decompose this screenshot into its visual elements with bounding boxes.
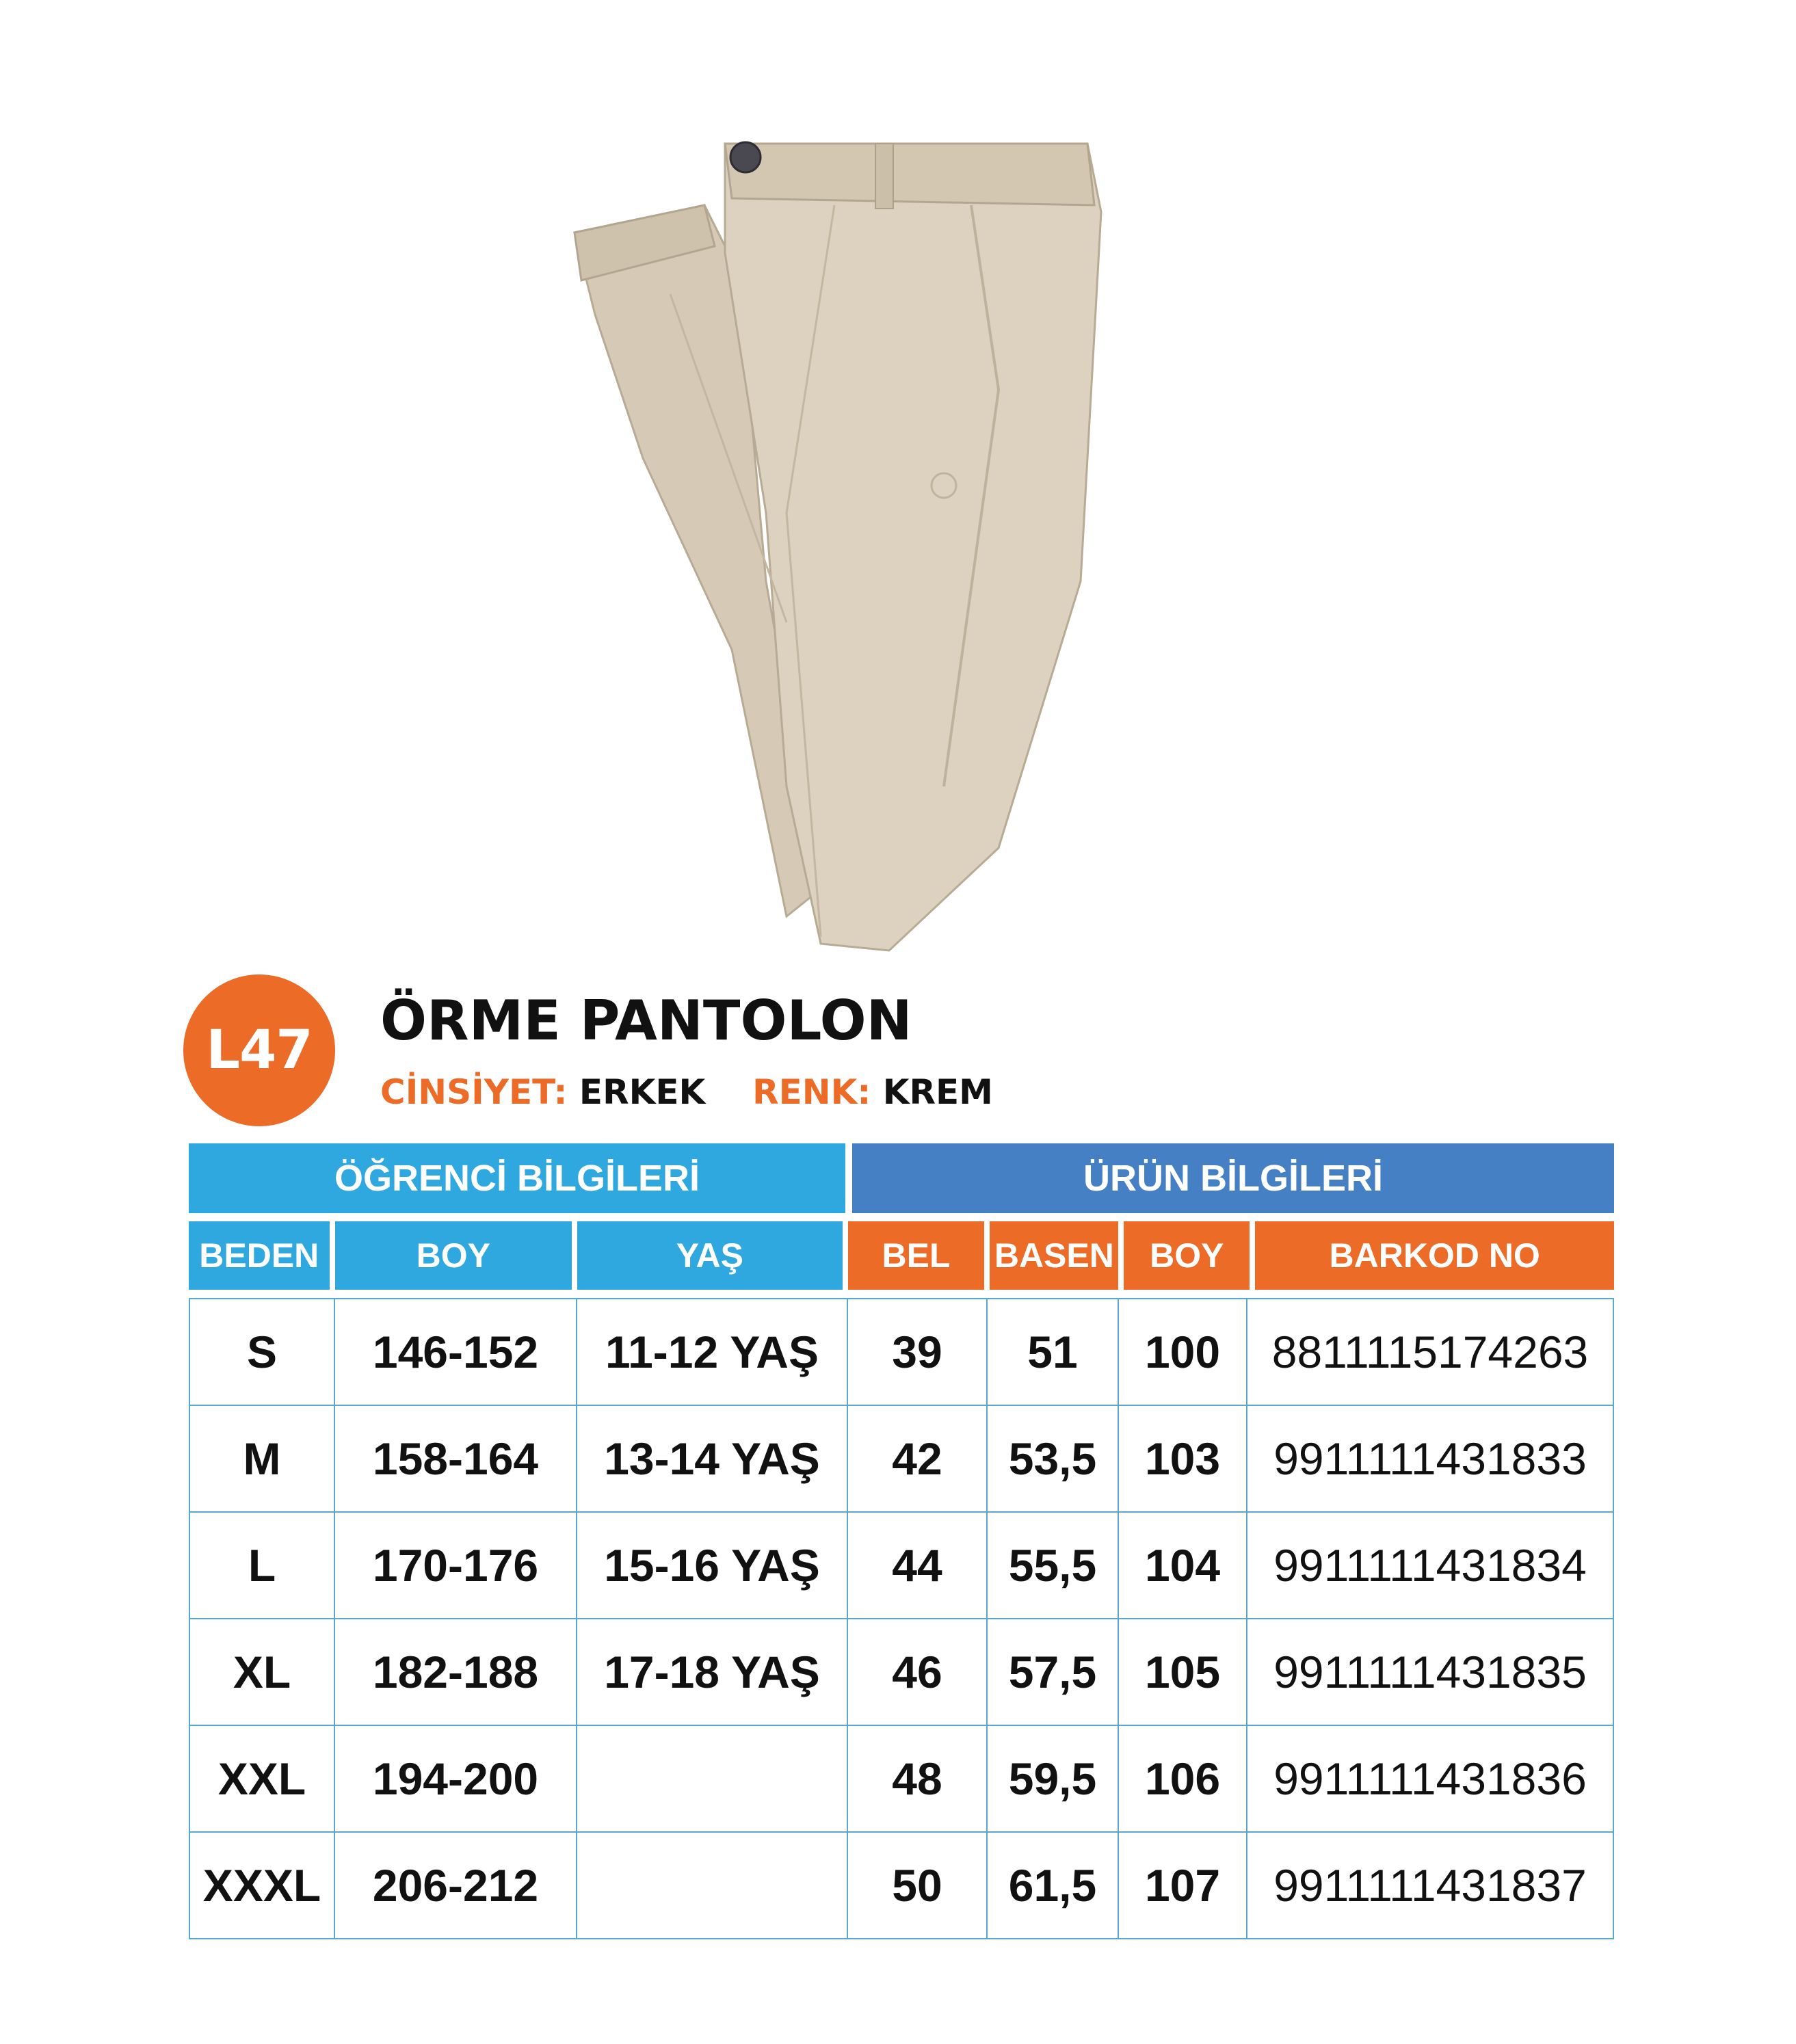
cell-length: 104 [1118,1513,1246,1618]
cell-hip: 51 [986,1299,1118,1405]
group-product-info: ÜRÜN BİLGİLERİ [852,1143,1614,1213]
color-value: KREM [882,1072,993,1112]
group-student-info: ÖĞRENCİ BİLGİLERİ [189,1143,845,1213]
table-row [190,1618,1613,1725]
cell-hip: 55,5 [986,1513,1118,1618]
cell-waist: 50 [847,1833,986,1938]
cell-height: 158-164 [334,1406,576,1511]
cell-hip: 57,5 [986,1619,1118,1725]
cell-waist: 48 [847,1726,986,1831]
cell-length: 103 [1118,1406,1246,1511]
header-hip: BASEN [990,1221,1118,1290]
cell-height: 194-200 [334,1726,576,1831]
header-waist: BEL [848,1221,985,1290]
table-row [190,1299,1613,1405]
header-length: BOY [1124,1221,1250,1290]
cell-barcode: 9911111431834 [1246,1513,1613,1618]
trousers-image [561,103,1231,964]
gender-value: ERKEK [579,1072,706,1112]
table-header [189,1221,1614,1290]
gender-label: CİNSİYET: [380,1072,568,1112]
cell-waist: 42 [847,1406,986,1511]
product-title: ÖRME PANTOLON [380,989,912,1052]
table-row [190,1405,1613,1511]
cell-age [576,1726,847,1831]
table-body [189,1298,1614,1939]
cell-length: 106 [1118,1726,1246,1831]
table-group-header [189,1143,1614,1213]
cell-length: 105 [1118,1619,1246,1725]
cell-age [576,1833,847,1938]
color-label: RENK: [752,1072,871,1112]
cell-barcode: 9911111431835 [1246,1619,1613,1725]
cell-size: XL [233,1647,291,1697]
cell-size: M [243,1433,281,1484]
table-row [190,1831,1613,1938]
cell-height: 182-188 [334,1619,576,1725]
cell-hip: 53,5 [986,1406,1118,1511]
cell-size: XXL [217,1753,306,1804]
cell-size: S [246,1327,278,1377]
cell-barcode: 8811115174263 [1246,1299,1613,1405]
cell-hip: 59,5 [986,1726,1118,1831]
cell-height: 170-176 [334,1513,576,1618]
cell-age: 17-18 YAŞ [576,1619,847,1725]
cell-waist: 44 [847,1513,986,1618]
header-height: BOY [335,1221,572,1290]
cell-age: 11-12 YAŞ [576,1299,847,1405]
table-row [190,1511,1613,1618]
cell-barcode: 9911111431833 [1246,1406,1613,1511]
cell-size: L [248,1540,276,1591]
cell-hip: 61,5 [986,1833,1118,1938]
header-barcode: BARKOD NO [1255,1221,1614,1290]
cell-length: 100 [1118,1299,1246,1405]
cell-height: 146-152 [334,1299,576,1405]
header-size: BEDEN [189,1221,330,1290]
button-icon [730,142,761,172]
cell-age: 15-16 YAŞ [576,1513,847,1618]
cell-waist: 46 [847,1619,986,1725]
cell-waist: 39 [847,1299,986,1405]
cell-size: XXXL [202,1860,321,1911]
cell-barcode: 9911111431836 [1246,1726,1613,1831]
product-code-badge: L47 [183,974,335,1126]
table-row [190,1725,1613,1831]
cell-barcode: 9911111431837 [1246,1833,1613,1938]
header-age: YAŞ [577,1221,843,1290]
size-table [189,1143,1614,1939]
cell-age: 13-14 YAŞ [576,1406,847,1511]
product-attributes [380,1072,993,1112]
cell-height: 206-212 [334,1833,576,1938]
cell-length: 107 [1118,1833,1246,1938]
